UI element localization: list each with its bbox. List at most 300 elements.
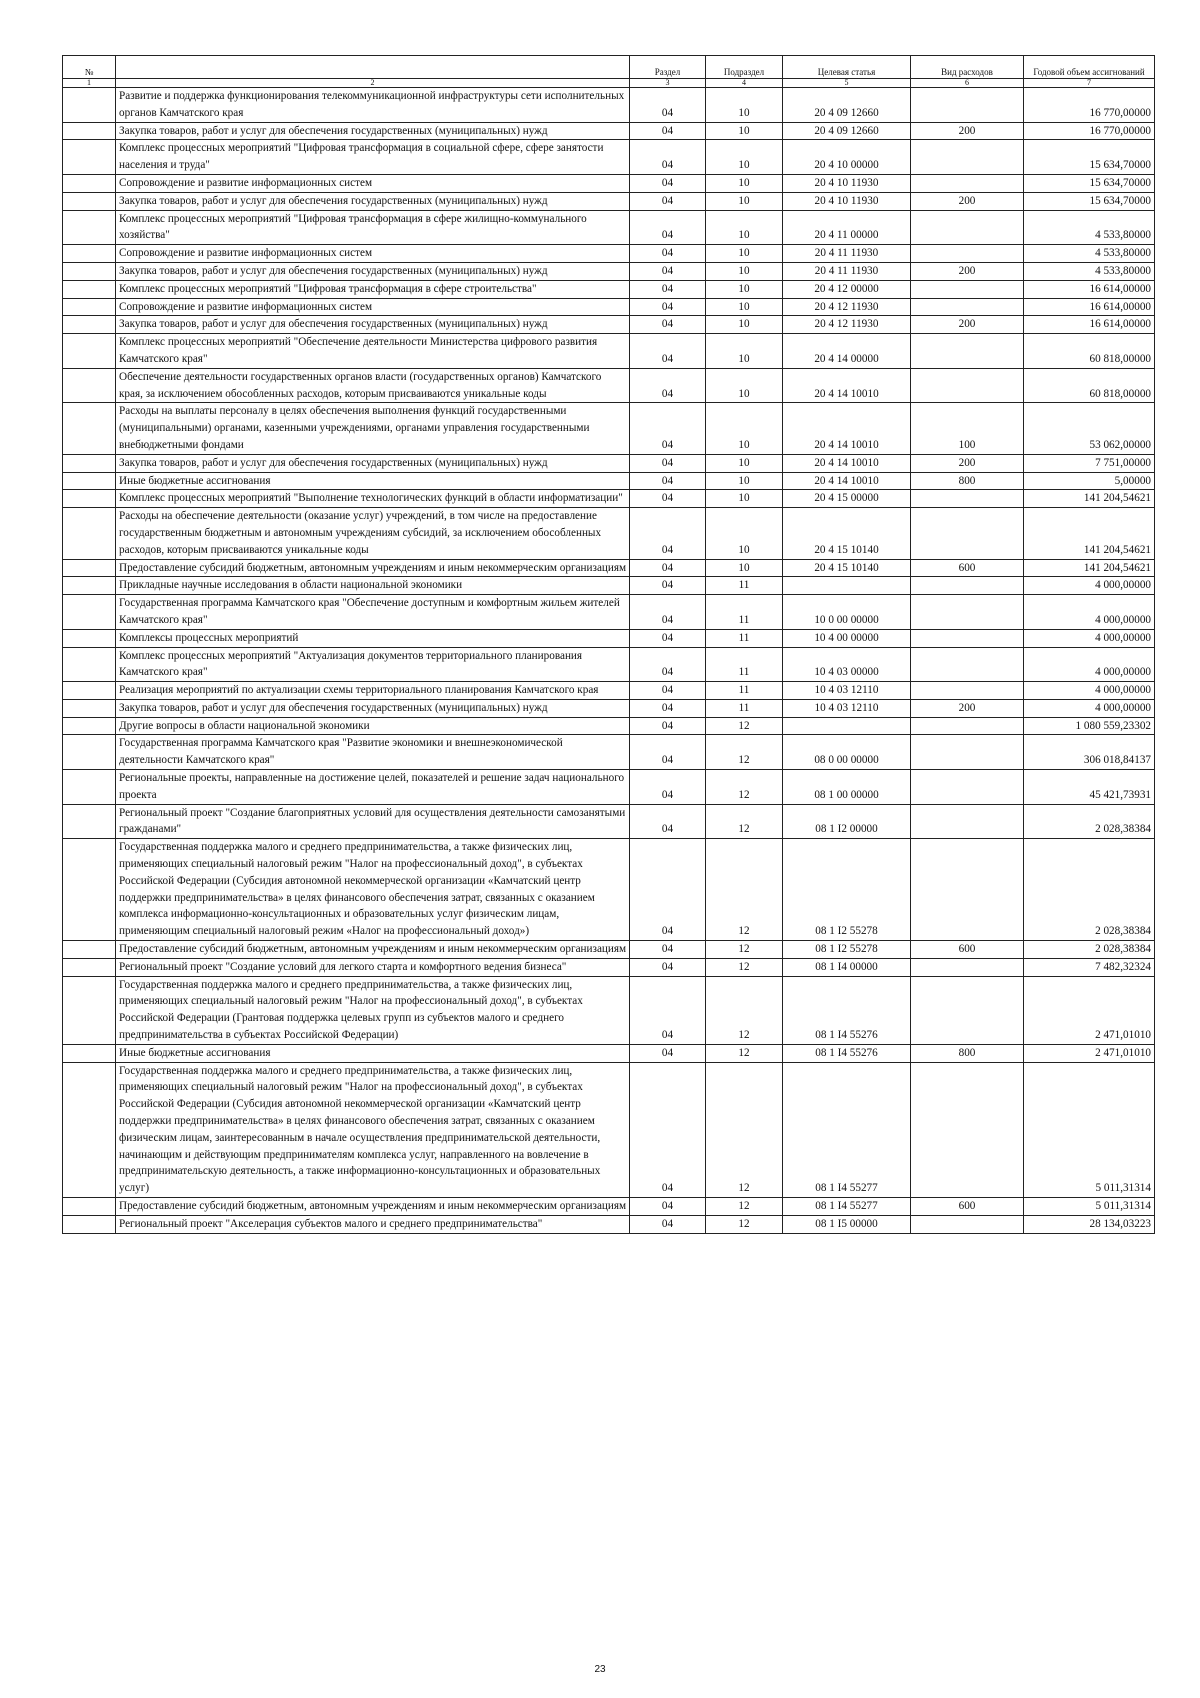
expense-name-cell: Региональный проект "Создание условий для легкого старта и комфортного ведения бизнеса" <box>116 958 630 976</box>
podrazdel-cell: 10 <box>706 280 783 298</box>
row-index-cell <box>63 298 116 316</box>
razdel-cell: 04 <box>630 472 706 490</box>
razdel-cell: 04 <box>630 508 706 559</box>
row-index-cell <box>63 941 116 959</box>
table-row <box>63 717 1155 735</box>
expense-name-cell: Иные бюджетные ассигнования <box>116 472 630 490</box>
amount-cell: 15 634,70000 <box>1024 140 1155 175</box>
table-row <box>63 577 1155 595</box>
row-index-cell <box>63 839 116 941</box>
podrazdel-cell: 12 <box>706 1215 783 1233</box>
podrazdel-cell: 12 <box>706 770 783 805</box>
expense-name-cell: Предоставление субсидий бюджетным, автономным учреждениям и иным некоммерческим организациям <box>116 941 630 959</box>
target-article-cell: 20 4 14 10010 <box>783 472 911 490</box>
table-row <box>63 192 1155 210</box>
row-index-cell <box>63 192 116 210</box>
expense-type-cell <box>911 298 1024 316</box>
row-index-cell <box>63 1198 116 1216</box>
podrazdel-cell: 10 <box>706 262 783 280</box>
expense-name-cell: Сопровождение и развитие информационных систем <box>116 298 630 316</box>
podrazdel-cell: 10 <box>706 334 783 369</box>
expense-type-cell: 800 <box>911 1044 1024 1062</box>
table-row <box>63 210 1155 245</box>
razdel-cell: 04 <box>630 577 706 595</box>
amount-cell: 4 000,00000 <box>1024 629 1155 647</box>
table-row <box>63 122 1155 140</box>
target-article-cell: 08 1 I2 00000 <box>783 804 911 839</box>
table-row <box>63 976 1155 1044</box>
expense-name-cell: Расходы на выплаты персоналу в целях обеспечения выполнения функций государственными (муниципальными) органами, казенными учреждениями, органами управления государственными внебюджетными фондами <box>116 403 630 454</box>
podrazdel-cell: 10 <box>706 210 783 245</box>
podrazdel-cell: 12 <box>706 958 783 976</box>
table-row <box>63 334 1155 369</box>
expense-type-cell: 200 <box>911 454 1024 472</box>
expense-type-cell: 100 <box>911 403 1024 454</box>
row-index-cell <box>63 210 116 245</box>
target-article-cell: 08 1 I4 55276 <box>783 976 911 1044</box>
expense-name-cell: Иные бюджетные ассигнования <box>116 1044 630 1062</box>
target-article-cell: 08 1 I2 55278 <box>783 839 911 941</box>
podrazdel-cell: 10 <box>706 298 783 316</box>
expense-name-cell: Предоставление субсидий бюджетным, автономным учреждениям и иным некоммерческим организациям <box>116 559 630 577</box>
amount-cell: 141 204,54621 <box>1024 559 1155 577</box>
razdel-cell: 04 <box>630 682 706 700</box>
podrazdel-cell: 10 <box>706 403 783 454</box>
table-header <box>63 56 1155 88</box>
expense-name-cell: Закупка товаров, работ и услуг для обеспечения государственных (муниципальных) нужд <box>116 122 630 140</box>
table-row <box>63 735 1155 770</box>
page-number: 23 <box>594 1664 606 1675</box>
target-article-cell: 08 1 I4 00000 <box>783 958 911 976</box>
expense-name-cell: Закупка товаров, работ и услуг для обеспечения государственных (муниципальных) нужд <box>116 262 630 280</box>
expense-name-cell: Государственная программа Камчатского края "Обеспечение доступным и комфортным жильем жителей Камчатского края" <box>116 595 630 630</box>
target-article-cell: 08 1 00 00000 <box>783 770 911 805</box>
table-body <box>63 88 1155 1234</box>
header-target-article: Целевая статья <box>783 56 911 79</box>
razdel-cell: 04 <box>630 403 706 454</box>
expense-name-cell: Региональные проекты, направленные на достижение целей, показателей и решение задач национального проекта <box>116 770 630 805</box>
amount-cell: 5 011,31314 <box>1024 1198 1155 1216</box>
razdel-cell: 04 <box>630 1044 706 1062</box>
podrazdel-cell: 12 <box>706 735 783 770</box>
razdel-cell: 04 <box>630 210 706 245</box>
expense-type-cell: 800 <box>911 472 1024 490</box>
expense-name-cell: Закупка товаров, работ и услуг для обеспечения государственных (муниципальных) нужд <box>116 192 630 210</box>
expense-type-cell <box>911 682 1024 700</box>
expense-type-cell <box>911 958 1024 976</box>
target-article-cell: 20 4 15 10140 <box>783 508 911 559</box>
podrazdel-cell: 10 <box>706 174 783 192</box>
row-index-cell <box>63 647 116 682</box>
row-index-cell <box>63 1044 116 1062</box>
table-row <box>63 839 1155 941</box>
expense-name-cell: Государственная поддержка малого и среднего предпринимательства, а также физических лиц, применяющих специальный налоговый режим "Налог на профессиональный доход", в субъектах Российской Федерации (Грантовая поддержка целевых групп из субъектов малого и среднего предпринимательства в субъектах Российской Федерации) <box>116 976 630 1044</box>
row-index-cell <box>63 122 116 140</box>
expense-type-cell <box>911 210 1024 245</box>
razdel-cell: 04 <box>630 280 706 298</box>
row-index-cell <box>63 368 116 403</box>
table-row <box>63 629 1155 647</box>
expense-type-cell: 600 <box>911 941 1024 959</box>
razdel-cell: 04 <box>630 839 706 941</box>
podrazdel-cell: 11 <box>706 629 783 647</box>
target-article-cell: 08 0 00 00000 <box>783 735 911 770</box>
amount-cell: 28 134,03223 <box>1024 1215 1155 1233</box>
header-name <box>116 56 630 79</box>
podrazdel-cell: 12 <box>706 839 783 941</box>
razdel-cell: 04 <box>630 559 706 577</box>
target-article-cell: 20 4 11 11930 <box>783 262 911 280</box>
amount-cell: 4 533,80000 <box>1024 210 1155 245</box>
expense-type-cell <box>911 647 1024 682</box>
razdel-cell: 04 <box>630 1062 706 1197</box>
podrazdel-cell: 10 <box>706 490 783 508</box>
row-index-cell <box>63 1062 116 1197</box>
razdel-cell: 04 <box>630 334 706 369</box>
razdel-cell: 04 <box>630 192 706 210</box>
target-article-cell: 08 1 I2 55278 <box>783 941 911 959</box>
amount-cell: 53 062,00000 <box>1024 403 1155 454</box>
podrazdel-cell: 10 <box>706 559 783 577</box>
amount-cell: 60 818,00000 <box>1024 368 1155 403</box>
podrazdel-cell: 12 <box>706 976 783 1044</box>
expense-type-cell: 200 <box>911 262 1024 280</box>
column-numbers-row <box>63 79 1155 88</box>
amount-cell: 60 818,00000 <box>1024 334 1155 369</box>
row-index-cell <box>63 976 116 1044</box>
column-number: 4 <box>706 79 783 88</box>
expense-name-cell: Региональный проект "Создание благоприятных условий для осуществления деятельности самозанятыми гражданами" <box>116 804 630 839</box>
row-index-cell <box>63 629 116 647</box>
razdel-cell: 04 <box>630 140 706 175</box>
table-row <box>63 941 1155 959</box>
row-index-cell <box>63 174 116 192</box>
table-row <box>63 508 1155 559</box>
amount-cell: 4 000,00000 <box>1024 595 1155 630</box>
row-index-cell <box>63 280 116 298</box>
row-index-cell <box>63 595 116 630</box>
expense-name-cell: Другие вопросы в области национальной экономики <box>116 717 630 735</box>
amount-cell: 4 000,00000 <box>1024 647 1155 682</box>
razdel-cell: 04 <box>630 647 706 682</box>
table-row <box>63 595 1155 630</box>
amount-cell: 5 011,31314 <box>1024 1062 1155 1197</box>
expense-name-cell: Развитие и поддержка функционирования телекоммуникационной инфраструктуры сети исполнительных органов Камчатского края <box>116 88 630 123</box>
table-row <box>63 958 1155 976</box>
table-row <box>63 174 1155 192</box>
target-article-cell: 20 4 09 12660 <box>783 88 911 123</box>
amount-cell: 4 533,80000 <box>1024 262 1155 280</box>
expense-type-cell <box>911 368 1024 403</box>
column-number: 3 <box>630 79 706 88</box>
expense-type-cell <box>911 735 1024 770</box>
podrazdel-cell: 11 <box>706 699 783 717</box>
row-index-cell <box>63 770 116 805</box>
expense-name-cell: Государственная поддержка малого и среднего предпринимательства, а также физических лиц, применяющих специальный налоговый режим "Налог на профессиональный доход", в субъектах Российской Федерации (Субсидия автономной некоммерческой организации «Камчатский центр поддержки предпринимательства» в целях финансового обеспечения затрат, связанных с оказанием комплекса информационно-консультационных и образовательных услуг физическим лицам, применяющим специальный налоговый режим «Налог на профессиональный доход») <box>116 839 630 941</box>
table-row <box>63 316 1155 334</box>
table-row <box>63 1062 1155 1197</box>
table-row <box>63 245 1155 263</box>
razdel-cell: 04 <box>630 245 706 263</box>
razdel-cell: 04 <box>630 958 706 976</box>
podrazdel-cell: 11 <box>706 682 783 700</box>
razdel-cell: 04 <box>630 629 706 647</box>
expense-type-cell: 200 <box>911 192 1024 210</box>
row-index-cell <box>63 140 116 175</box>
amount-cell: 4 000,00000 <box>1024 682 1155 700</box>
razdel-cell: 04 <box>630 122 706 140</box>
table-row <box>63 298 1155 316</box>
row-index-cell <box>63 88 116 123</box>
podrazdel-cell: 10 <box>706 368 783 403</box>
razdel-cell: 04 <box>630 174 706 192</box>
table-row <box>63 454 1155 472</box>
podrazdel-cell: 12 <box>706 1062 783 1197</box>
podrazdel-cell: 10 <box>706 508 783 559</box>
target-article-cell: 20 4 10 00000 <box>783 140 911 175</box>
expense-type-cell <box>911 839 1024 941</box>
razdel-cell: 04 <box>630 298 706 316</box>
expense-name-cell: Комплекс процессных мероприятий "Цифровая трансформация в сфере жилищно-коммунального хозяйства" <box>116 210 630 245</box>
column-number: 2 <box>116 79 630 88</box>
row-index-cell <box>63 508 116 559</box>
expense-type-cell: 200 <box>911 316 1024 334</box>
razdel-cell: 04 <box>630 262 706 280</box>
amount-cell: 16 614,00000 <box>1024 316 1155 334</box>
row-index-cell <box>63 804 116 839</box>
expense-type-cell <box>911 140 1024 175</box>
podrazdel-cell: 10 <box>706 88 783 123</box>
expense-type-cell <box>911 1215 1024 1233</box>
row-index-cell <box>63 316 116 334</box>
amount-cell: 306 018,84137 <box>1024 735 1155 770</box>
razdel-cell: 04 <box>630 454 706 472</box>
target-article-cell: 20 4 09 12660 <box>783 122 911 140</box>
target-article-cell: 20 4 11 11930 <box>783 245 911 263</box>
expense-type-cell: 200 <box>911 122 1024 140</box>
expense-name-cell: Расходы на обеспечение деятельности (оказание услуг) учреждений, в том числе на предоставление государственным бюджетным и автономным учреждениям субсидий, за исключением обособленных расходов, которым присваиваются уникальные коды <box>116 508 630 559</box>
expense-type-cell <box>911 770 1024 805</box>
razdel-cell: 04 <box>630 368 706 403</box>
amount-cell: 2 028,38384 <box>1024 804 1155 839</box>
amount-cell: 4 000,00000 <box>1024 699 1155 717</box>
table-row <box>63 1044 1155 1062</box>
razdel-cell: 04 <box>630 941 706 959</box>
expense-name-cell: Комплекс процессных мероприятий "Выполнение технологических функций в области информатизации" <box>116 490 630 508</box>
header-podrazdel: Подраздел <box>706 56 783 79</box>
header-annual-amount: Годовой объем ассигнований <box>1024 56 1155 79</box>
header-razdel: Раздел <box>630 56 706 79</box>
amount-cell: 2 471,01010 <box>1024 976 1155 1044</box>
column-number: 7 <box>1024 79 1155 88</box>
target-article-cell: 20 4 15 00000 <box>783 490 911 508</box>
expense-type-cell <box>911 508 1024 559</box>
row-index-cell <box>63 1215 116 1233</box>
target-article-cell: 20 4 10 11930 <box>783 192 911 210</box>
expense-type-cell <box>911 245 1024 263</box>
expense-name-cell: Комплекс процессных мероприятий "Цифровая трансформация в социальной сфере, сфере занятости населения и труда" <box>116 140 630 175</box>
podrazdel-cell: 11 <box>706 647 783 682</box>
podrazdel-cell: 10 <box>706 192 783 210</box>
target-article-cell: 08 1 I4 55276 <box>783 1044 911 1062</box>
table-row <box>63 647 1155 682</box>
expense-name-cell: Обеспечение деятельности государственных органов власти (государственных органов) Камчатского края, за исключением обособленных расходов, которым присваиваются уникальные коды <box>116 368 630 403</box>
table-row <box>63 770 1155 805</box>
amount-cell: 2 028,38384 <box>1024 839 1155 941</box>
podrazdel-cell: 10 <box>706 454 783 472</box>
expense-name-cell: Предоставление субсидий бюджетным, автономным учреждениям и иным некоммерческим организациям <box>116 1198 630 1216</box>
amount-cell: 1 080 559,23302 <box>1024 717 1155 735</box>
row-index-cell <box>63 717 116 735</box>
target-article-cell <box>783 577 911 595</box>
header-expense-type: Вид расходов <box>911 56 1024 79</box>
table-row <box>63 403 1155 454</box>
expense-type-cell <box>911 595 1024 630</box>
target-article-cell: 20 4 14 10010 <box>783 368 911 403</box>
razdel-cell: 04 <box>630 1215 706 1233</box>
target-article-cell <box>783 717 911 735</box>
table-row <box>63 368 1155 403</box>
expense-name-cell: Государственная программа Камчатского края "Развитие экономики и внешнеэкономической деятельности Камчатского края" <box>116 735 630 770</box>
target-article-cell: 10 0 00 00000 <box>783 595 911 630</box>
podrazdel-cell: 12 <box>706 717 783 735</box>
row-index-cell <box>63 403 116 454</box>
expense-name-cell: Комплекс процессных мероприятий "Цифровая трансформация в сфере строительства" <box>116 280 630 298</box>
row-index-cell <box>63 262 116 280</box>
amount-cell: 16 614,00000 <box>1024 298 1155 316</box>
row-index-cell <box>63 682 116 700</box>
table-row <box>63 1198 1155 1216</box>
razdel-cell: 04 <box>630 735 706 770</box>
expense-name-cell: Реализация мероприятий по актуализации схемы территориального планирования Камчатского края <box>116 682 630 700</box>
target-article-cell: 20 4 12 00000 <box>783 280 911 298</box>
target-article-cell: 20 4 14 10010 <box>783 454 911 472</box>
table-row <box>63 280 1155 298</box>
expense-name-cell: Комплекс процессных мероприятий "Актуализация документов территориального планирования Камчатского края" <box>116 647 630 682</box>
budget-table-sheet <box>62 55 1154 1234</box>
expense-name-cell: Закупка товаров, работ и услуг для обеспечения государственных (муниципальных) нужд <box>116 316 630 334</box>
podrazdel-cell: 12 <box>706 804 783 839</box>
expense-name-cell: Сопровождение и развитие информационных систем <box>116 174 630 192</box>
row-index-cell <box>63 699 116 717</box>
row-index-cell <box>63 577 116 595</box>
target-article-cell: 20 4 15 10140 <box>783 559 911 577</box>
razdel-cell: 04 <box>630 976 706 1044</box>
expense-type-cell <box>911 334 1024 369</box>
expense-name-cell: Сопровождение и развитие информационных систем <box>116 245 630 263</box>
razdel-cell: 04 <box>630 717 706 735</box>
podrazdel-cell: 10 <box>706 245 783 263</box>
row-index-cell <box>63 735 116 770</box>
row-index-cell <box>63 245 116 263</box>
amount-cell: 16 770,00000 <box>1024 122 1155 140</box>
header-number: № <box>63 56 116 79</box>
razdel-cell: 04 <box>630 770 706 805</box>
podrazdel-cell: 11 <box>706 577 783 595</box>
target-article-cell: 08 1 I4 55277 <box>783 1198 911 1216</box>
amount-cell: 7 751,00000 <box>1024 454 1155 472</box>
expense-type-cell <box>911 490 1024 508</box>
row-index-cell <box>63 559 116 577</box>
expense-type-cell <box>911 174 1024 192</box>
amount-cell: 141 204,54621 <box>1024 490 1155 508</box>
table-row <box>63 682 1155 700</box>
table-row <box>63 1215 1155 1233</box>
row-index-cell <box>63 958 116 976</box>
expense-name-cell: Закупка товаров, работ и услуг для обеспечения государственных (муниципальных) нужд <box>116 454 630 472</box>
expense-type-cell <box>911 88 1024 123</box>
razdel-cell: 04 <box>630 804 706 839</box>
target-article-cell: 20 4 11 00000 <box>783 210 911 245</box>
podrazdel-cell: 12 <box>706 1198 783 1216</box>
table-row <box>63 472 1155 490</box>
razdel-cell: 04 <box>630 1198 706 1216</box>
amount-cell: 16 614,00000 <box>1024 280 1155 298</box>
row-index-cell <box>63 334 116 369</box>
podrazdel-cell: 10 <box>706 122 783 140</box>
amount-cell: 16 770,00000 <box>1024 88 1155 123</box>
expense-type-cell <box>911 717 1024 735</box>
table-row <box>63 88 1155 123</box>
amount-cell: 2 028,38384 <box>1024 941 1155 959</box>
column-number: 6 <box>911 79 1024 88</box>
expense-type-cell <box>911 1062 1024 1197</box>
table-row <box>63 699 1155 717</box>
table-row <box>63 140 1155 175</box>
razdel-cell: 04 <box>630 595 706 630</box>
table-row <box>63 262 1155 280</box>
expense-name-cell: Региональный проект "Акселерация субъектов малого и среднего предпринимательства" <box>116 1215 630 1233</box>
razdel-cell: 04 <box>630 490 706 508</box>
amount-cell: 141 204,54621 <box>1024 508 1155 559</box>
expense-name-cell: Закупка товаров, работ и услуг для обеспечения государственных (муниципальных) нужд <box>116 699 630 717</box>
podrazdel-cell: 10 <box>706 140 783 175</box>
row-index-cell <box>63 472 116 490</box>
table-row <box>63 490 1155 508</box>
expense-type-cell <box>911 280 1024 298</box>
amount-cell: 7 482,32324 <box>1024 958 1155 976</box>
column-number: 5 <box>783 79 911 88</box>
target-article-cell: 10 4 03 00000 <box>783 647 911 682</box>
podrazdel-cell: 10 <box>706 472 783 490</box>
column-number: 1 <box>63 79 116 88</box>
target-article-cell: 08 1 I4 55277 <box>783 1062 911 1197</box>
target-article-cell: 20 4 12 11930 <box>783 298 911 316</box>
podrazdel-cell: 10 <box>706 316 783 334</box>
expense-type-cell <box>911 804 1024 839</box>
table-row <box>63 804 1155 839</box>
target-article-cell: 08 1 I5 00000 <box>783 1215 911 1233</box>
amount-cell: 15 634,70000 <box>1024 174 1155 192</box>
amount-cell: 15 634,70000 <box>1024 192 1155 210</box>
target-article-cell: 10 4 03 12110 <box>783 699 911 717</box>
expense-type-cell: 600 <box>911 1198 1024 1216</box>
expense-type-cell <box>911 629 1024 647</box>
podrazdel-cell: 12 <box>706 1044 783 1062</box>
target-article-cell: 10 4 00 00000 <box>783 629 911 647</box>
razdel-cell: 04 <box>630 316 706 334</box>
razdel-cell: 04 <box>630 699 706 717</box>
expense-name-cell: Государственная поддержка малого и среднего предпринимательства, а также физических лиц, применяющих специальный налоговый режим "Налог на профессиональный доход", в субъектах Российской Федерации (Субсидия автономной некоммерческой организации «Камчатский центр поддержки предпринимательства» в целях финансового обеспечения затрат, связанных с оказанием физическим лицам, заинтересованным в начале осуществления предпринимательской деятельности, начинающим и действующим предпринимателям комплекса услуг, направленного на вовлечение в предпринимательскую деятельность, а также информационно-консультационных и образовательных услуг) <box>116 1062 630 1197</box>
amount-cell: 4 000,00000 <box>1024 577 1155 595</box>
amount-cell: 5,00000 <box>1024 472 1155 490</box>
podrazdel-cell: 11 <box>706 595 783 630</box>
amount-cell: 2 471,01010 <box>1024 1044 1155 1062</box>
row-index-cell <box>63 490 116 508</box>
target-article-cell: 20 4 12 11930 <box>783 316 911 334</box>
row-index-cell <box>63 454 116 472</box>
target-article-cell: 20 4 10 11930 <box>783 174 911 192</box>
